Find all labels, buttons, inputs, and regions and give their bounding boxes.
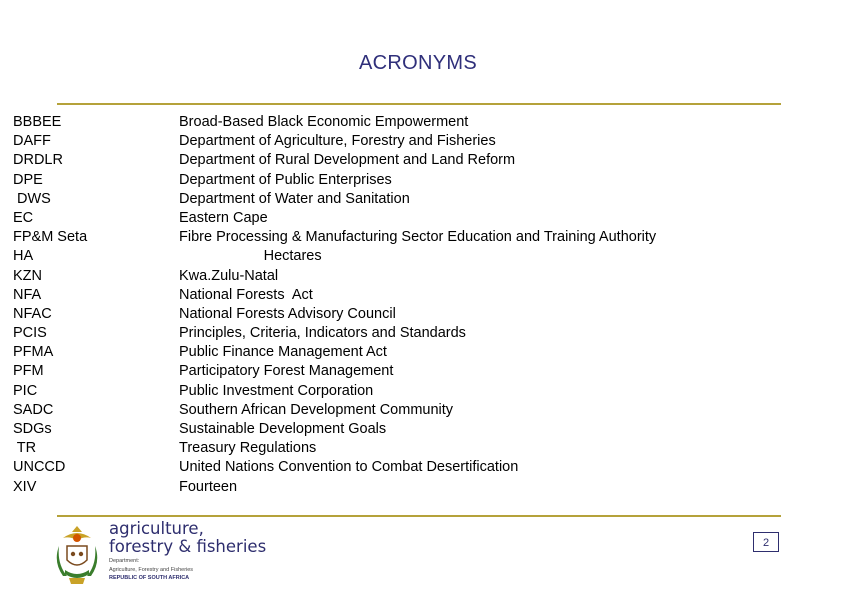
acronym-definition: Fourteen bbox=[179, 478, 238, 495]
department-label: Department: bbox=[109, 558, 140, 564]
acronym-row bbox=[13, 132, 833, 151]
acronym-definition: National Forests Act bbox=[179, 286, 313, 303]
acronym-row bbox=[13, 113, 833, 132]
acronym-definition: Public Investment Corporation bbox=[179, 382, 374, 399]
acronym-row bbox=[13, 190, 833, 209]
acronym-row bbox=[13, 267, 833, 286]
acronym-definition: Fibre Processing & Manufacturing Sector Education and Training Authority bbox=[179, 229, 657, 246]
acronym-row bbox=[13, 286, 833, 305]
acronym-row bbox=[13, 401, 833, 420]
acronym-row bbox=[13, 458, 833, 477]
acronym-row bbox=[13, 420, 833, 439]
acronym-definition: Department of Rural Development and Land Reform bbox=[179, 152, 516, 169]
acronym-definition: Sustainable Development Goals bbox=[179, 421, 387, 437]
acronym-definition: United Nations Convention to Combat Desertification bbox=[179, 459, 519, 476]
acronym-code: EC bbox=[13, 209, 34, 226]
acronym-row bbox=[13, 209, 833, 228]
acronym-code: DWS bbox=[13, 190, 51, 207]
acronym-row bbox=[13, 478, 833, 497]
acronym-definition: Department of Public Enterprises bbox=[179, 171, 392, 188]
acronym-code: NFAC bbox=[13, 305, 52, 322]
acronym-row bbox=[13, 382, 833, 401]
acronym-definition: Public Finance Management Act bbox=[179, 344, 387, 361]
coat-of-arms-icon bbox=[55, 524, 99, 586]
acronym-definition: Participatory Forest Management bbox=[179, 363, 394, 380]
country-name: REPUBLIC OF SOUTH AFRICA bbox=[109, 575, 190, 581]
acronym-code: NFA bbox=[13, 286, 42, 303]
acronym-row bbox=[13, 171, 833, 190]
acronym-row bbox=[13, 228, 833, 247]
acronym-code: SDGs bbox=[13, 421, 52, 437]
acronym-code: PIC bbox=[13, 382, 38, 399]
acronym-definition: Treasury Regulations bbox=[179, 440, 317, 457]
acronym-code: PCIS bbox=[13, 325, 47, 342]
acronym-code: XIV bbox=[13, 478, 37, 495]
acronym-definition: Department of Agriculture, Forestry and Fisheries bbox=[179, 133, 496, 150]
acronym-definition: Broad-Based Black Economic Empowerment bbox=[179, 114, 469, 130]
acronym-code: FP&M Seta bbox=[13, 229, 88, 246]
page-number: 2 bbox=[753, 532, 779, 552]
acronym-row bbox=[13, 343, 833, 362]
acronym-definition: Eastern Cape bbox=[179, 209, 268, 226]
acronym-row bbox=[13, 247, 833, 266]
acronym-code: SADC bbox=[13, 401, 54, 418]
acronym-code: PFMA bbox=[13, 344, 54, 361]
acronym-code: UNCCD bbox=[13, 459, 66, 476]
acronym-definition: Southern African Development Community bbox=[179, 401, 454, 418]
acronym-definition: Kwa.Zulu-Natal bbox=[179, 267, 279, 284]
acronym-code: HA bbox=[13, 248, 34, 265]
acronym-row bbox=[13, 324, 833, 343]
acronym-code: BBBEE bbox=[13, 114, 62, 130]
acronym-code: KZN bbox=[13, 267, 42, 284]
page-title: ACRONYMS bbox=[359, 52, 477, 74]
acronym-code: DAFF bbox=[13, 133, 51, 150]
department-name: Agriculture, Forestry and Fisheries bbox=[109, 566, 194, 573]
department-logo bbox=[55, 519, 267, 588]
acronym-definition: Hectares bbox=[179, 248, 322, 265]
acronym-code: TR bbox=[13, 440, 37, 457]
acronym-definition: Department of Water and Sanitation bbox=[179, 190, 410, 207]
brand-line-1: agriculture, bbox=[109, 519, 204, 538]
department-branding bbox=[109, 519, 267, 582]
bottom-divider bbox=[57, 515, 781, 517]
acronym-definition: Principles, Criteria, Indicators and Standards bbox=[179, 325, 466, 342]
acronym-code: DRDLR bbox=[13, 152, 63, 169]
brand-line-2: forestry & fisheries bbox=[109, 537, 267, 556]
acronym-code: DPE bbox=[13, 171, 43, 188]
acronym-list bbox=[13, 113, 833, 497]
acronym-code: PFM bbox=[13, 363, 44, 380]
acronym-row bbox=[13, 305, 833, 324]
acronym-definition: National Forests Advisory Council bbox=[179, 305, 396, 322]
acronym-row bbox=[13, 439, 833, 458]
acronym-row bbox=[13, 362, 833, 381]
top-divider bbox=[57, 103, 781, 105]
acronym-row bbox=[13, 151, 833, 170]
